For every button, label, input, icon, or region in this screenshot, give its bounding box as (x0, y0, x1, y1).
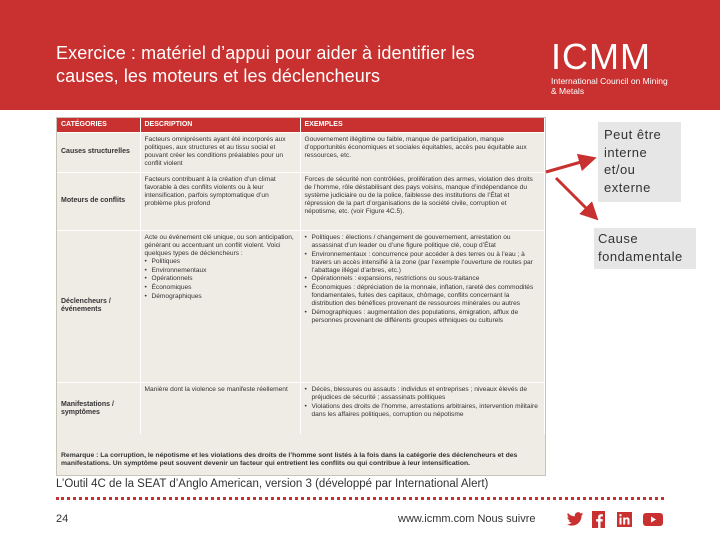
conflict-analysis-table (56, 117, 546, 476)
list-item: • Économiques (145, 284, 296, 292)
arrow-to-causes (546, 160, 588, 172)
trigger-type-list (145, 258, 296, 302)
description-cell: Facteurs omniprésents ayant été incorporés aux politiques, aux structures et au tissu social et pouvant créer les conditions préalables pour un conflit violent (140, 132, 300, 172)
category-cell: Moteurs de conflits (57, 172, 140, 230)
header-categories: CATÉGORIES (57, 118, 140, 132)
list-item: • Économiques : dépréciation de la monnaie, inflation, rareté des commodités fondamentales, fuites des capitaux, chômage, conflits concernant la distribution des bénéfices provenant de ressources minérales ou autres (305, 284, 541, 308)
category-cell: Déclencheurs / événements (57, 230, 140, 382)
examples-cell: Forces de sécurité non contrôlées, prolifération des armes, violation des droits de l’homme, rôle déstabilisant des pays voisins, manque d’indépendance du système judiciaire ou de la police, faiblesse des institutions de l’État et répression de la part d’organisations de la société civile, corruption et népotisme, etc. (voir Figure 4C.5). (300, 172, 545, 230)
callout-internal-external: Peut être interne et/ou externe (598, 122, 681, 202)
icmm-logo (551, 36, 691, 96)
examples-list (305, 234, 541, 325)
list-item: • Environnementaux (145, 267, 296, 275)
linkedin-icon[interactable] (617, 511, 632, 528)
website-link[interactable]: www.icmm.com Nous suivre (398, 513, 536, 525)
list-item: • Démographiques (145, 293, 296, 301)
page-number: 24 (56, 513, 69, 525)
description-cell: Manière dont la violence se manifeste réellement (140, 382, 300, 434)
examples-cell: Gouvernement illégitime ou faible, manque de participation, manque d’opportunités économiques et sociales équitables, accès peu équitable aux ressources, etc. (300, 132, 545, 172)
list-item: • Opérationnels (145, 275, 296, 283)
list-item: • Opérationnels : expansions, restrictions ou sous-traitance (305, 275, 541, 283)
slide-header (0, 0, 720, 110)
examples-list (305, 386, 541, 419)
source-caption: L’Outil 4C de la SEAT d’Anglo American, version 3 (développé par International Alert) (56, 478, 489, 490)
table-row (57, 172, 545, 230)
table-row (57, 132, 545, 172)
slide-title: Exercice : matériel d’appui pour aider à identifier les causes, les moteurs et les déclencheurs (56, 43, 475, 86)
category-cell: Causes structurelles (57, 132, 140, 172)
header-description: DESCRIPTION (140, 118, 300, 132)
header-examples: EXEMPLES (300, 118, 545, 132)
list-item: • Décès, blessures ou assauts : individus et entreprises ; niveaux élevés de préjudices de sécurité ; assassinats politiques (305, 386, 541, 402)
logo-subtitle: International Council on Mining & Metals (551, 76, 668, 96)
youtube-icon[interactable] (643, 511, 663, 528)
list-item: • Environnementaux : concurrence pour accéder à des terres ou à l’eau ; à travers un accès intensifié à la zone (par l’exemple l’ouverture de routes par l’abattage illégal d’arbres, etc.) (305, 251, 541, 275)
description-text: Acte ou événement clé unique, ou son anticipation, générant ou accentuant un conflit violent. Voici quelques types de déclencheurs : (144, 233, 294, 257)
table-row (57, 382, 545, 434)
examples-cell (300, 230, 545, 382)
facebook-icon[interactable] (592, 511, 605, 528)
logo-wordmark: ICMM (551, 36, 651, 77)
description-cell (140, 230, 300, 382)
list-item: • Politiques : élections / changement de gouvernement, arrestation ou assassinat d’un leader ou d’une figure politique clé, coup d’État (305, 234, 541, 250)
category-cell: Manifestations / symptômes (57, 382, 140, 434)
description-cell: Facteurs contribuant à la création d’un climat favorable à des conflits violents ou à leur intensification, parfois symptomatique d’un problème plus profond (140, 172, 300, 230)
table-row (57, 230, 545, 382)
list-item: • Violations des droits de l’homme, arrestations arbitraires, intervention militaire dans les affaires politiques, corruption ou népotisme (305, 403, 541, 419)
list-item: • Politiques (145, 258, 296, 266)
footer-divider (56, 497, 664, 500)
arrow-to-drivers (556, 178, 592, 214)
list-item: • Démographiques : augmentation des populations, émigration, afflux de personnes provenant de différents groupes ethniques ou culturels (305, 309, 541, 325)
table-note: Remarque : La corruption, le népotisme et les violations des droits de l’homme sont listés à la fois dans la catégorie des déclencheurs et des manifestations. Un symptôme peut souvent devenir un facteur qui entretient les conflits ou qui contribue à leur intensification. (61, 452, 518, 467)
callout-root-cause: Cause fondamentale (594, 228, 696, 269)
twitter-icon[interactable] (566, 511, 584, 528)
examples-cell (300, 382, 545, 434)
